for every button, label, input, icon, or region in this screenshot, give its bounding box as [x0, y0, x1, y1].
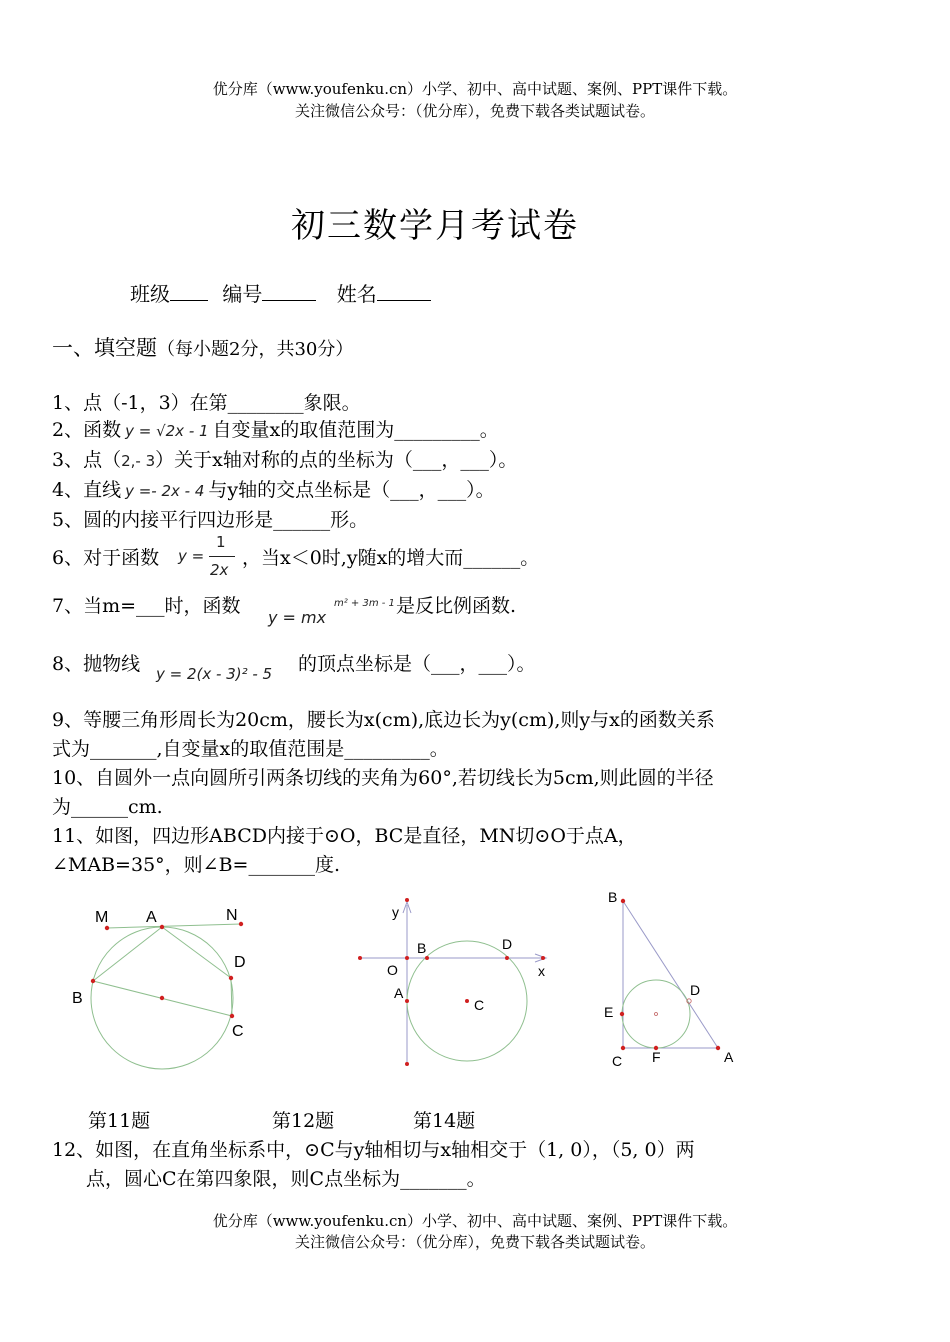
- fig11-tangent-mn: [107, 924, 241, 928]
- number-blank: [262, 300, 316, 301]
- number-label: 编号: [222, 282, 263, 306]
- caption-14: 第14题: [413, 1110, 476, 1132]
- section-1-note: （每小题2分，共30分）: [157, 339, 354, 360]
- question-12-line-2: 点，圆心C在第四象限，则C点坐标为_______。: [86, 1168, 486, 1190]
- caption-12: 第12题: [272, 1110, 335, 1132]
- question-1: 1、点（-1，3）在第________象限。: [52, 392, 361, 414]
- question-9-line-1: 9、等腰三角形周长为20cm，腰长为x(cm),底边长为y(cm),则y与x的函数关系: [52, 709, 715, 731]
- question-10-line-1: 10、自圆外一点向圆所引两条切线的夹角为60°,若切线长为5cm,则此圆的半径: [52, 767, 714, 789]
- fig11-label-m: M: [95, 909, 109, 926]
- question-10-line-2: 为______cm.: [52, 796, 163, 818]
- q6-numerator: 1: [216, 533, 226, 551]
- caption-11: 第11题: [88, 1110, 151, 1132]
- q7-exponent: m² + 3m - 1: [334, 598, 395, 609]
- fig12-label-b: B: [417, 940, 427, 956]
- fig11-label-n: N: [226, 907, 238, 924]
- fig14-label-e: E: [604, 1004, 614, 1020]
- class-blank: [170, 300, 208, 301]
- figure-14: [604, 889, 734, 1069]
- footer-line-1: 优分库（www.youfenku.cn）小学、初中、高中试题、案例、PPT课件下载。: [212, 1212, 738, 1230]
- q7-formula: y = mx: [268, 608, 327, 627]
- question-3: 3、点（2,- 3）关于x轴对称的点的坐标为（___，___）。: [52, 449, 518, 471]
- fig11-label-d: D: [234, 954, 246, 971]
- fig14-label-c: C: [612, 1053, 623, 1069]
- question-5: 5、圆的内接平行四边形是______形。: [52, 509, 369, 531]
- name-blank: [377, 300, 431, 301]
- name-label: 姓名: [336, 282, 377, 306]
- figure-11: [72, 907, 246, 1069]
- fig14-label-b: B: [608, 889, 618, 905]
- section-1-heading: [52, 332, 353, 362]
- question-4: 4、直线 y =- 2x - 4 与y轴的交点坐标是（___，___）。: [52, 479, 495, 501]
- q2-formula: y = √2x - 1: [125, 422, 209, 440]
- page-title: 初三数学月考试卷: [291, 206, 579, 246]
- q3-point: 2,- 3: [121, 452, 156, 470]
- fig14-label-a: A: [724, 1049, 734, 1065]
- class-label: 班级: [130, 282, 170, 306]
- fig14-incircle: [622, 980, 690, 1048]
- question-11-line-1: 11、如图，四边形ABCD内接于⊙O，BC是直径，MN切⊙O于点A，: [52, 825, 637, 847]
- q6-fraction-bar: [209, 556, 235, 557]
- fig12-label-d: D: [502, 936, 513, 952]
- question-9-line-2: 式为_______,自变量x的取值范围是_________。: [52, 738, 449, 760]
- fig11-label-c: C: [232, 1023, 244, 1040]
- fig12-label-o: O: [387, 962, 398, 978]
- fig11-label-a: A: [146, 909, 157, 926]
- q8-formula: y = 2(x - 3)² - 5: [156, 665, 273, 683]
- fig11-label-b: B: [72, 990, 83, 1007]
- fig12-label-c: C: [474, 997, 485, 1013]
- fig14-label-d: D: [690, 982, 701, 998]
- fig14-label-f: F: [652, 1049, 661, 1065]
- question-12-line-1: 12、如图，在直角坐标系中，⊙C与y轴相切与x轴相交于（1, 0），（5, 0）两: [52, 1139, 695, 1161]
- header-line-1: 优分库（www.youfenku.cn）小学、初中、高中试题、案例、PPT课件下载。: [212, 80, 738, 98]
- question-11-line-2: ∠MAB=35°，则∠B=_______度.: [52, 854, 340, 876]
- figures: [0, 880, 950, 1100]
- fig12-label-a: A: [394, 985, 404, 1001]
- student-info: [130, 278, 431, 307]
- section-1-title: 一、填空题: [52, 336, 157, 360]
- footer-line-2: 关注微信公众号：（优分库），免费下载各类试题试卷。: [294, 1233, 655, 1251]
- fig12-label-x: x: [538, 963, 545, 979]
- figure-12: [358, 898, 546, 1066]
- q6-denominator: 2x: [210, 561, 229, 579]
- q4-formula: y =- 2x - 4: [125, 482, 205, 500]
- question-2: 2、函数 y = √2x - 1 自变量x的取值范围为_________。: [52, 419, 499, 441]
- header-line-2: 关注微信公众号：（优分库），免费下载各类试题试卷。: [294, 102, 655, 120]
- fig12-label-y: y: [392, 904, 399, 920]
